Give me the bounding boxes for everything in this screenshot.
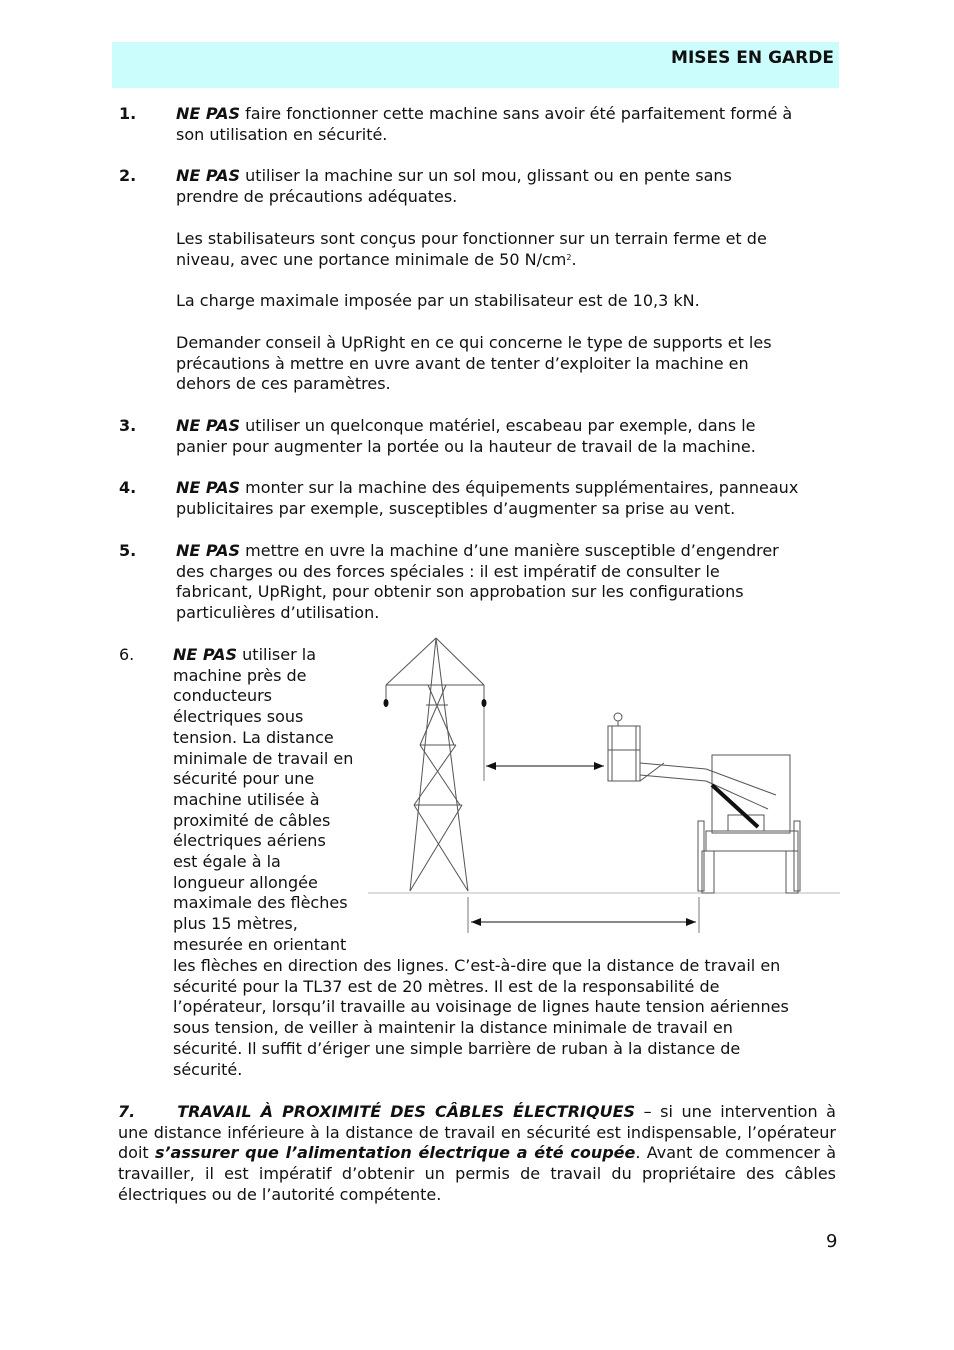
item-6-rest-line: l’opérateur, lorsqu’il travaille au voisinage de lignes haute tension aériennes	[173, 997, 789, 1017]
item-7-keyword: s’assurer que l’alimentation électrique a été coupée	[154, 1143, 636, 1163]
item-6-left-line: sécurité pour une	[173, 769, 315, 789]
item-6-left-line: proximité de câbles	[173, 810, 331, 830]
item-3-text	[176, 416, 836, 457]
item-7-text	[118, 1102, 836, 1206]
item-6-left-line: machine près de	[173, 665, 307, 685]
boom-icon	[640, 763, 776, 809]
item-7-text-1: – si une intervention à une distance inférieure à la distance de travail en sécurité est indispensable, l’opérateur doit	[118, 1102, 836, 1163]
item-6-left-line: électriques aériens	[173, 831, 326, 851]
item-2-text	[176, 166, 836, 207]
note-1-line2: niveau, avec une portance minimale de 50 N/cm	[176, 249, 567, 269]
item-6-continuation	[173, 956, 838, 1080]
item-6-left-line: est égale à la	[173, 852, 281, 872]
item-5-keyword: NE PAS	[176, 541, 241, 560]
item-7-number: 7.	[118, 1102, 136, 1121]
item-6-left-line: machine utilisée à	[173, 789, 320, 809]
item-2-note-3	[176, 333, 836, 395]
note-3-line2: précautions à mettre en uvre avant de tenter d’exploiter la machine en	[176, 353, 749, 373]
item-4-line2: publicitaires par exemple, susceptibles d’augmenter sa prise au vent.	[176, 498, 736, 518]
item-6-left-line: maximale des flèches	[173, 893, 348, 913]
note-1-end: .	[571, 249, 577, 269]
item-5-number: 5.	[119, 541, 137, 560]
item-6-rest-line: sécurité pour la TL37 est de 20 mètres. Il est de la responsabilité de	[173, 976, 720, 996]
item-6-left-line: mesurée en orientant	[173, 934, 347, 954]
item-7-text-2: . Avant de commencer à travailler, il est impératif d’obtenir un permis de travail du propriétaire des câbles électriques ou de l’autorité compétente.	[118, 1143, 837, 1204]
item-6-rest-line: sous tension, de veiller à maintenir la distance minimale de travail en	[173, 1018, 733, 1038]
safety-distance-illustration	[368, 635, 840, 937]
item-1-line1: faire fonctionner cette machine sans avoir été parfaitement formé à	[240, 104, 793, 123]
note-1-sup: 2	[566, 252, 572, 262]
item-5-text	[176, 541, 836, 624]
item-2-line2: prendre de précautions adéquates.	[176, 186, 458, 206]
item-6-rest-line: sécurité. Il suffit d’ériger une simple barrière de ruban à la distance de	[173, 1038, 741, 1058]
item-6-left-line: conducteurs	[173, 686, 272, 706]
item-1-keyword: NE PAS	[176, 104, 241, 123]
item-2-keyword: NE PAS	[176, 166, 241, 185]
insulator-right-icon	[482, 699, 487, 707]
item-5-line4: particulières d’utilisation.	[176, 603, 380, 623]
item-3-line2: panier pour augmenter la portée ou la hauteur de travail de la machine.	[176, 436, 756, 456]
pylon-icon	[386, 638, 484, 891]
item-1-line2: son utilisation en sécurité.	[176, 124, 388, 144]
item-6-left-line: plus 15 mètres,	[173, 914, 298, 934]
item-6-rest-line: sécurité.	[173, 1059, 243, 1079]
note-1-line1: Les stabilisateurs sont conçus pour fonctionner sur un terrain ferme et de	[176, 229, 767, 248]
item-5-line2: des charges ou des forces spéciales : il est impératif de consulter le	[176, 561, 720, 581]
item-4-number: 4.	[119, 478, 137, 497]
item-6-left-line: minimale de travail en	[173, 748, 354, 768]
basket-icon	[608, 713, 640, 781]
item-6-left-line: tension. La distance	[173, 727, 334, 747]
item-6-keyword: NE PAS	[173, 645, 238, 664]
page-header	[112, 42, 839, 88]
machine-chassis-icon	[698, 755, 800, 893]
item-1-text	[176, 104, 836, 145]
item-6-left-line: utiliser la	[237, 645, 316, 664]
item-7-heading: TRAVAIL À PROXIMITÉ DES CÂBLES ÉLECTRIQUES	[177, 1102, 636, 1121]
header-title: MISES EN GARDE	[671, 48, 834, 68]
item-6-number: 6.	[119, 645, 135, 664]
item-4-line1: monter sur la machine des équipements supplémentaires, panneaux	[240, 478, 799, 497]
item-6-left-column	[173, 645, 373, 956]
item-4-keyword: NE PAS	[176, 478, 241, 497]
insulator-left-icon	[384, 699, 389, 707]
item-1-number: 1.	[119, 104, 137, 123]
note-3-line1: Demander conseil à UpRight en ce qui concerne le type de supports et les	[176, 333, 772, 352]
item-6-left-line: longueur allongée	[173, 872, 318, 892]
item-3-keyword: NE PAS	[176, 416, 241, 435]
item-3-line1: utiliser un quelconque matériel, escabeau par exemple, dans le	[240, 416, 756, 435]
note-3-line3: dehors de ces paramètres.	[176, 374, 391, 394]
item-2-number: 2.	[119, 166, 137, 185]
item-2-note-2: La charge maximale imposée par un stabilisateur est de 10,3 kN.	[176, 291, 700, 310]
item-2-note-1	[176, 229, 836, 270]
item-5-line1: mettre en uvre la machine d’une manière susceptible d’engendrer	[240, 541, 779, 560]
item-5-line3: fabricant, UpRight, pour obtenir son approbation sur les configurations	[176, 582, 744, 602]
item-2-line1: utiliser la machine sur un sol mou, glissant ou en pente sans	[240, 166, 732, 185]
item-6-left-line: électriques sous	[173, 707, 304, 727]
page-number: 9	[826, 1231, 838, 1252]
item-6-rest-line: les flèches en direction des lignes. C’est-à-dire que la distance de travail en	[173, 956, 781, 975]
item-4-text	[176, 478, 836, 519]
item-3-number: 3.	[119, 416, 137, 435]
